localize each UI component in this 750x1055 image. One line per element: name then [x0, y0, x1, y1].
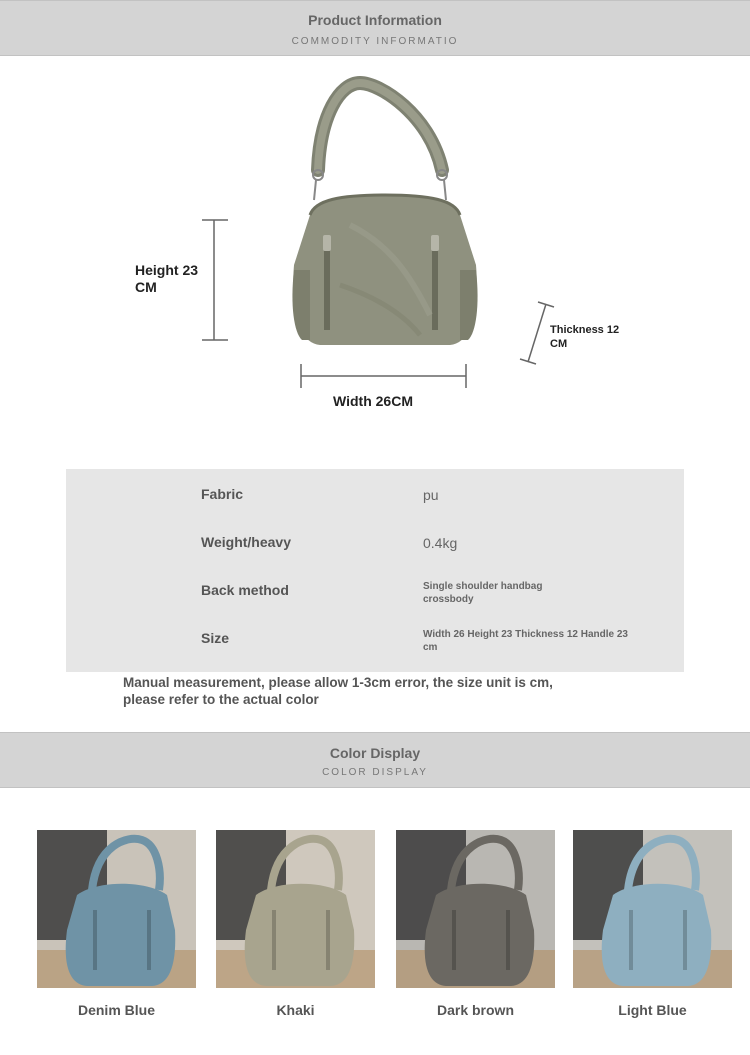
spec-label: Size — [201, 630, 230, 646]
color-swatch-image[interactable] — [573, 830, 732, 988]
spec-label: Weight/heavy — [201, 534, 291, 550]
spec-value: 0.4kg — [423, 535, 458, 551]
measurement-note: Manual measurement, please allow 1-3cm error, the size unit is cm, please refer to the actual color — [123, 675, 553, 707]
height-label: Height 23 CM — [135, 262, 199, 295]
width-label: Width 26CM — [333, 393, 413, 409]
color-display-banner — [0, 732, 750, 788]
width-dimension-line — [298, 362, 470, 390]
spec-value: pu — [423, 487, 439, 503]
section-subtitle: COMMODITY INFORMATIO — [291, 36, 459, 47]
section-title: Product Information — [308, 12, 442, 28]
color-swatch-image[interactable] — [216, 830, 375, 988]
color-name-label: Khaki — [276, 1002, 315, 1018]
spec-value: Single shoulder handbag crossbody — [423, 581, 543, 605]
color-swatch-image[interactable] — [37, 830, 196, 988]
section-subtitle: COLOR DISPLAY — [322, 767, 428, 778]
color-name-label: Denim Blue — [77, 1002, 155, 1018]
spec-value: Width 26 Height 23 Thickness 12 Handle 23 cm — [423, 629, 628, 653]
spec-row-back-method — [66, 579, 684, 619]
spec-row-fabric — [66, 483, 684, 523]
thickness-label: Thickness 12 CM — [550, 324, 620, 350]
color-name-label: Dark brown — [436, 1002, 514, 1018]
spec-label: Back method — [201, 582, 289, 598]
spec-row-size — [66, 627, 684, 667]
specs-table — [66, 469, 684, 672]
color-name-label: Light Blue — [618, 1002, 687, 1018]
product-info-banner — [0, 0, 750, 56]
product-image — [280, 75, 490, 355]
section-title: Color Display — [329, 745, 421, 761]
color-swatch-image[interactable] — [396, 830, 555, 988]
spec-row-weight — [66, 531, 684, 571]
spec-label: Fabric — [201, 486, 244, 502]
